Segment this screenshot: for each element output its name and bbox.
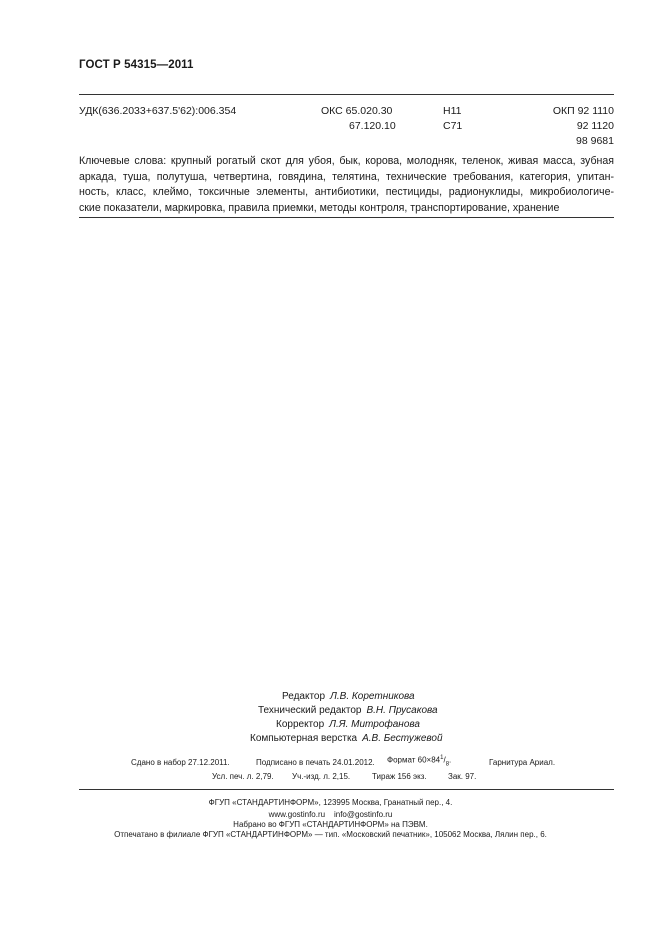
website-link[interactable]: www.gostinfo.ru	[268, 810, 326, 819]
email-link[interactable]: info@gostinfo.ru	[333, 810, 393, 819]
okp-code-3: 98 9681	[576, 135, 614, 147]
credit-corrector	[200, 718, 540, 732]
credits-block	[200, 690, 540, 746]
credit-role: Корректор	[276, 719, 325, 730]
credit-role: Технический редактор	[258, 705, 362, 716]
typeset-note: Набрано во ФГУП «СТАНДАРТИНФОРМ» на ПЭВМ.	[233, 820, 428, 829]
typeface: Гарнитура Ариал.	[489, 758, 556, 767]
printing-note: Отпечатано в филиале ФГУП «СТАНДАРТИНФОРМ» — тип. «Московский печатник», 105062 Москва, Лялин пер., 6.	[114, 830, 547, 839]
keywords-rule	[79, 217, 614, 218]
publisher-contacts	[0, 810, 661, 819]
paper-format: Формат $60\times 84^1/_8$.	[387, 755, 452, 768]
credit-layout	[200, 732, 540, 746]
typeset-date: Сдано в набор 27.12.2011.	[131, 758, 230, 767]
footer-rule	[79, 789, 614, 790]
okp-code-1: ОКП 92 1110	[552, 105, 614, 117]
credit-name: Л.Я. Митрофанова	[329, 719, 420, 730]
oks-code-2: 67.120.10	[349, 120, 396, 132]
publisher-address: ФГУП «СТАНДАРТИНФОРМ», 123995 Москва, Гранатный пер., 4.	[208, 798, 453, 807]
udk-code: УДК(636.2033+637.5'62):006.354	[79, 105, 237, 117]
group-code-2: С71	[443, 120, 463, 132]
print-sheets: Усл. печ. л. 2,79.	[212, 772, 274, 781]
signed-date: Подписано в печать 24.01.2012.	[256, 758, 375, 767]
publisher-sheets: Уч.-изд. л. 2,15.	[292, 772, 351, 781]
credit-role: Компьютерная верстка	[250, 733, 358, 744]
keywords-line: Ключевые слова: крупный рогатый скот для убоя, бык, корова, молодняк, теленок, живая масса, зубная	[79, 155, 614, 167]
keywords-line: ность, класс, клеймо, токсичные элементы, антибиотики, пестициды, радионуклиды, микробиологиче-	[79, 186, 614, 198]
standard-designation: ГОСТ Р 54315—2011	[79, 59, 194, 71]
credit-name: Л.В. Коретникова	[330, 691, 415, 702]
keywords-line: ские показатели, маркировка, правила приемки, методы контроля, транспортирование, хранение	[79, 201, 560, 214]
oks-code-1: ОКС 65.020.30	[321, 105, 393, 117]
credit-tech-editor	[200, 704, 540, 718]
order-number: Зак. 97.	[448, 772, 477, 781]
credit-editor	[200, 690, 540, 704]
print-run: Тираж 156 экз.	[372, 772, 427, 781]
group-code-1: Н11	[443, 105, 462, 117]
top-rule	[79, 94, 614, 95]
credit-role: Редактор	[282, 691, 326, 702]
credit-name: А.В. Бестужевой	[362, 733, 443, 744]
keywords-line: аркада, туша, полутуша, четвертина, говядина, телятина, технические требования, категория, упитан-	[79, 170, 614, 183]
keywords-block	[79, 154, 614, 216]
okp-code-2: 92 1120	[576, 120, 614, 132]
credit-name: В.Н. Прусакова	[366, 705, 438, 716]
